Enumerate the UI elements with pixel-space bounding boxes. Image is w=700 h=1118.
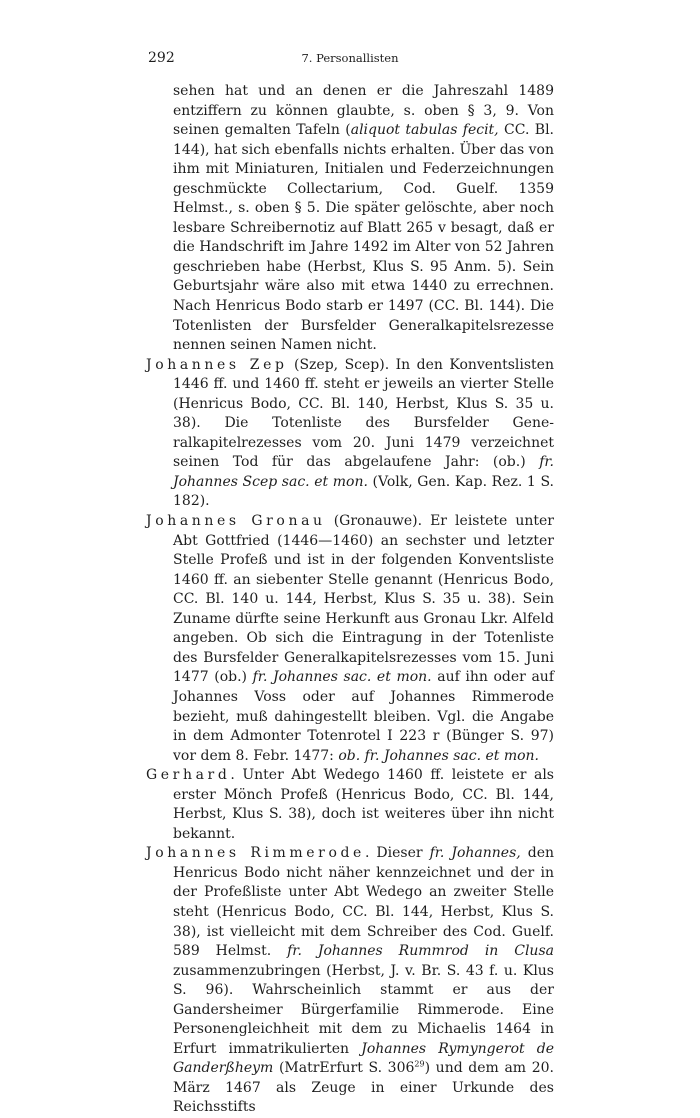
italic-citation: fr. Johannes sac. et mon.: [252, 669, 432, 686]
text-run: (Gronauwe). Er leistete unter Abt Gottfried (1446—1460) an sechster und letzter Stelle Profeß und ist in der folgenden Konventsliste 1460 ff. an siebenter Stelle genannt (Henricus Bodo, CC. Bl. 140 u. 144, Herbst, Klus S. 35 u. 38). Sein Zuname dürfte seine Herkunft aus Gronau Lkr. Alfeld angeben. Ob sich die Eintragung in der Totenliste des Bursfelder Generalkapitelsrezesses vom 15. Juni 1477 (ob.): [173, 513, 554, 686]
person-name: Johannes Zep: [146, 356, 288, 373]
text-run: (Szep, Scep). In den Konventslisten 1446 ff. und 1460 ff. steht er jeweils an vierter Stelle (Henricus Bodo, CC. Bl. 140, Herbst, Klus S. 35 u. 38). Die Totenliste des Bursfelder Generalkapitelrezesses vom 20. Juni 1479 verzeichnet seinen Tod für das abgelaufene Jahr: (ob.): [173, 356, 554, 471]
text-run: ) und dem am 20. März 1467 als Zeuge in einer Urkunde des Reichsstifts: [173, 1060, 554, 1116]
italic-citation: fr. Johannes Rummrod in Clusa: [287, 943, 554, 960]
continuation-paragraph: [146, 82, 554, 356]
footnote-ref: 29: [414, 1059, 425, 1069]
italic-citation: fr. Johannes,: [429, 845, 521, 862]
italic-citation: Johannes Rymyngerot de Ganderßheym: [173, 1040, 554, 1077]
text-run: (MatrErfurt S. 306: [273, 1060, 415, 1077]
italic-citation: aliquot tabulas fecit,: [350, 122, 499, 139]
text-run: CC. Bl. 144), hat sich ebenfalls nichts erhalten. Über das von ihm mit Miniaturen, Initialen und Federzeichnungen geschmückte Collectarium, Cod. Guelf. 1359 Helmst., s. oben § 5. Die später gelöschte, aber noch lesbare Schreibernotiz auf Blatt 265 v besagt, daß er die Handschrift im Jahre 1492 im Alter von 52 Jahren geschrieben habe (Herbst, Klus S. 95 Anm. 5). Sein Geburtsjahr wäre also mit etwa 1440 zu errechnen. Nach Henricus Bodo starb er 1497 (CC. Bl. 144). Die Totenlisten der Bursfelder Generalkapitelsrezesse nennen seinen Namen nicht.: [173, 122, 554, 354]
italic-citation: ob. fr. Johannes sac. et mon.: [338, 747, 540, 764]
page-header: [148, 50, 552, 70]
text-run: sehen hat und an denen er die Jahreszahl 1489 entziffern zu können glaubte, s. oben § 3, 9. Von seinen gemalten Tafeln (: [173, 83, 554, 139]
text-run: auf ihn oder auf Johannes Voss oder auf Johannes Rimmerode bezieht, muß dahingestellt bleiben. Vgl. die Angabe in dem Admonter Totenrotel I 223 r (Bünger S. 97) vor dem 8. Febr. 1477:: [173, 669, 555, 764]
page-number: 292: [148, 50, 175, 66]
text-run: . Unter Abt Wedego 1460 ff. leistete er als erster Mönch Profeß (Henricus Bodo, CC. Bl. 144, Herbst, Klus S. 38), doch ist weiteres über ihn nicht bekannt.: [173, 767, 554, 842]
text-run: . Dieser: [364, 845, 430, 862]
person-entry: [146, 356, 554, 512]
person-entry: [146, 512, 554, 766]
person-name: Johannes Gronau: [146, 513, 326, 530]
text-run: (Volk, Gen. Kap. Rez. 1 S. 182).: [173, 473, 554, 510]
body-text: [146, 82, 554, 1118]
person-entry: [146, 766, 554, 844]
italic-citation: fr. Johannes Scep sac. et mon.: [173, 454, 554, 490]
person-name: Gerhard: [146, 767, 231, 784]
text-run: zusammenzubringen (Herbst, J. v. Br. S. 43 f. u. Klus S. 96). Wahrscheinlich stammt er aus der Gandersheimer Bürgerfamilie Rimmerode. Eine Personengleichheit mit dem zu Michaelis 1464 in Erfurt immatrikulierten: [173, 962, 554, 1057]
person-entry: [146, 844, 554, 1118]
person-name: Johannes Rimmerode: [146, 845, 365, 862]
running-title: 7. Personallisten: [301, 51, 399, 65]
text-run: den Henricus Bodo nicht näher kennzeichnet und der in der Profeßliste unter Abt Wedego an zweiter Stelle steht (Henricus Bodo, CC. Bl. 144, Herbst, Klus S. 38), ist vielleicht mit dem Schreiber des Cod. Guelf. 589 Helmst.: [173, 845, 555, 960]
